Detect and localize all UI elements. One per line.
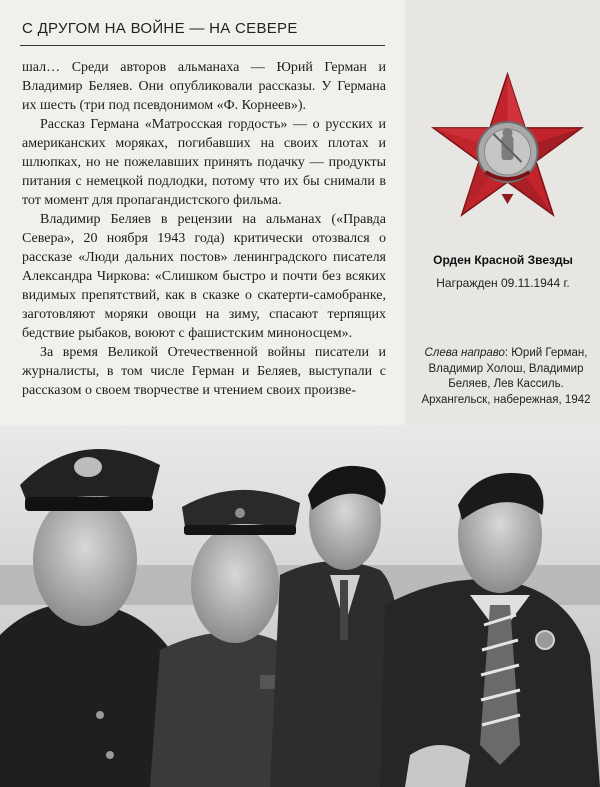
red-star-order-icon (425, 70, 590, 230)
order-date: Награжден 09.11.1944 г. (436, 276, 570, 290)
paragraph-4: За время Великой Отечественной войны писатели и журналисты, в том числе Герман и Беляев, выступали с рассказом о своем творчестве и чтением своих произве- (22, 345, 386, 398)
paragraph-1: шал… Среди авторов альманаха — Юрий Герман и Владимир Беляев. Они опубликовали рассказы. У Германа их шесть (три под псевдонимом «Ф. Корнеев»). (22, 60, 386, 113)
caption-lead: Слева направо (424, 347, 505, 359)
caption-text: : Юрий Герман, Владимир Холош, Владимир Беляев, Лев Кассиль. Архангельск, набережная, 1942 (421, 347, 591, 406)
body-text (22, 58, 386, 400)
paragraph-2: Рассказ Германа «Матросская гордость» — о русских и американских моряках, погибавших на своих плотах и шлюпках, но не пожелавших принять подачку — продукты питания с немецкой подлодки, потому что их бы снимали в тот момент для пропагандистского фильма. (22, 117, 386, 208)
header-rule (20, 45, 385, 46)
running-head: С ДРУГОМ НА ВОЙНЕ — НА СЕВЕРЕ (22, 20, 298, 37)
group-photograph (0, 425, 600, 787)
paragraph-3: Владимир Беляев в рецензии на альманах («Правда Севера», 20 ноября 1943 года) критически отозвался о рассказе «Люди дальних постов» ленинградского писателя Александра Чиркова: «Слишком быстро и почти без всяких видимых препятствий, как в сказке о скатерти-самобранке, заготовляют моряки овощи на зиму, спасают терпящих бедствие рыбаков, воюют с фашистским миноносцем». (22, 212, 386, 341)
photo-caption (418, 346, 594, 408)
order-title: Орден Красной Звезды (433, 253, 573, 267)
